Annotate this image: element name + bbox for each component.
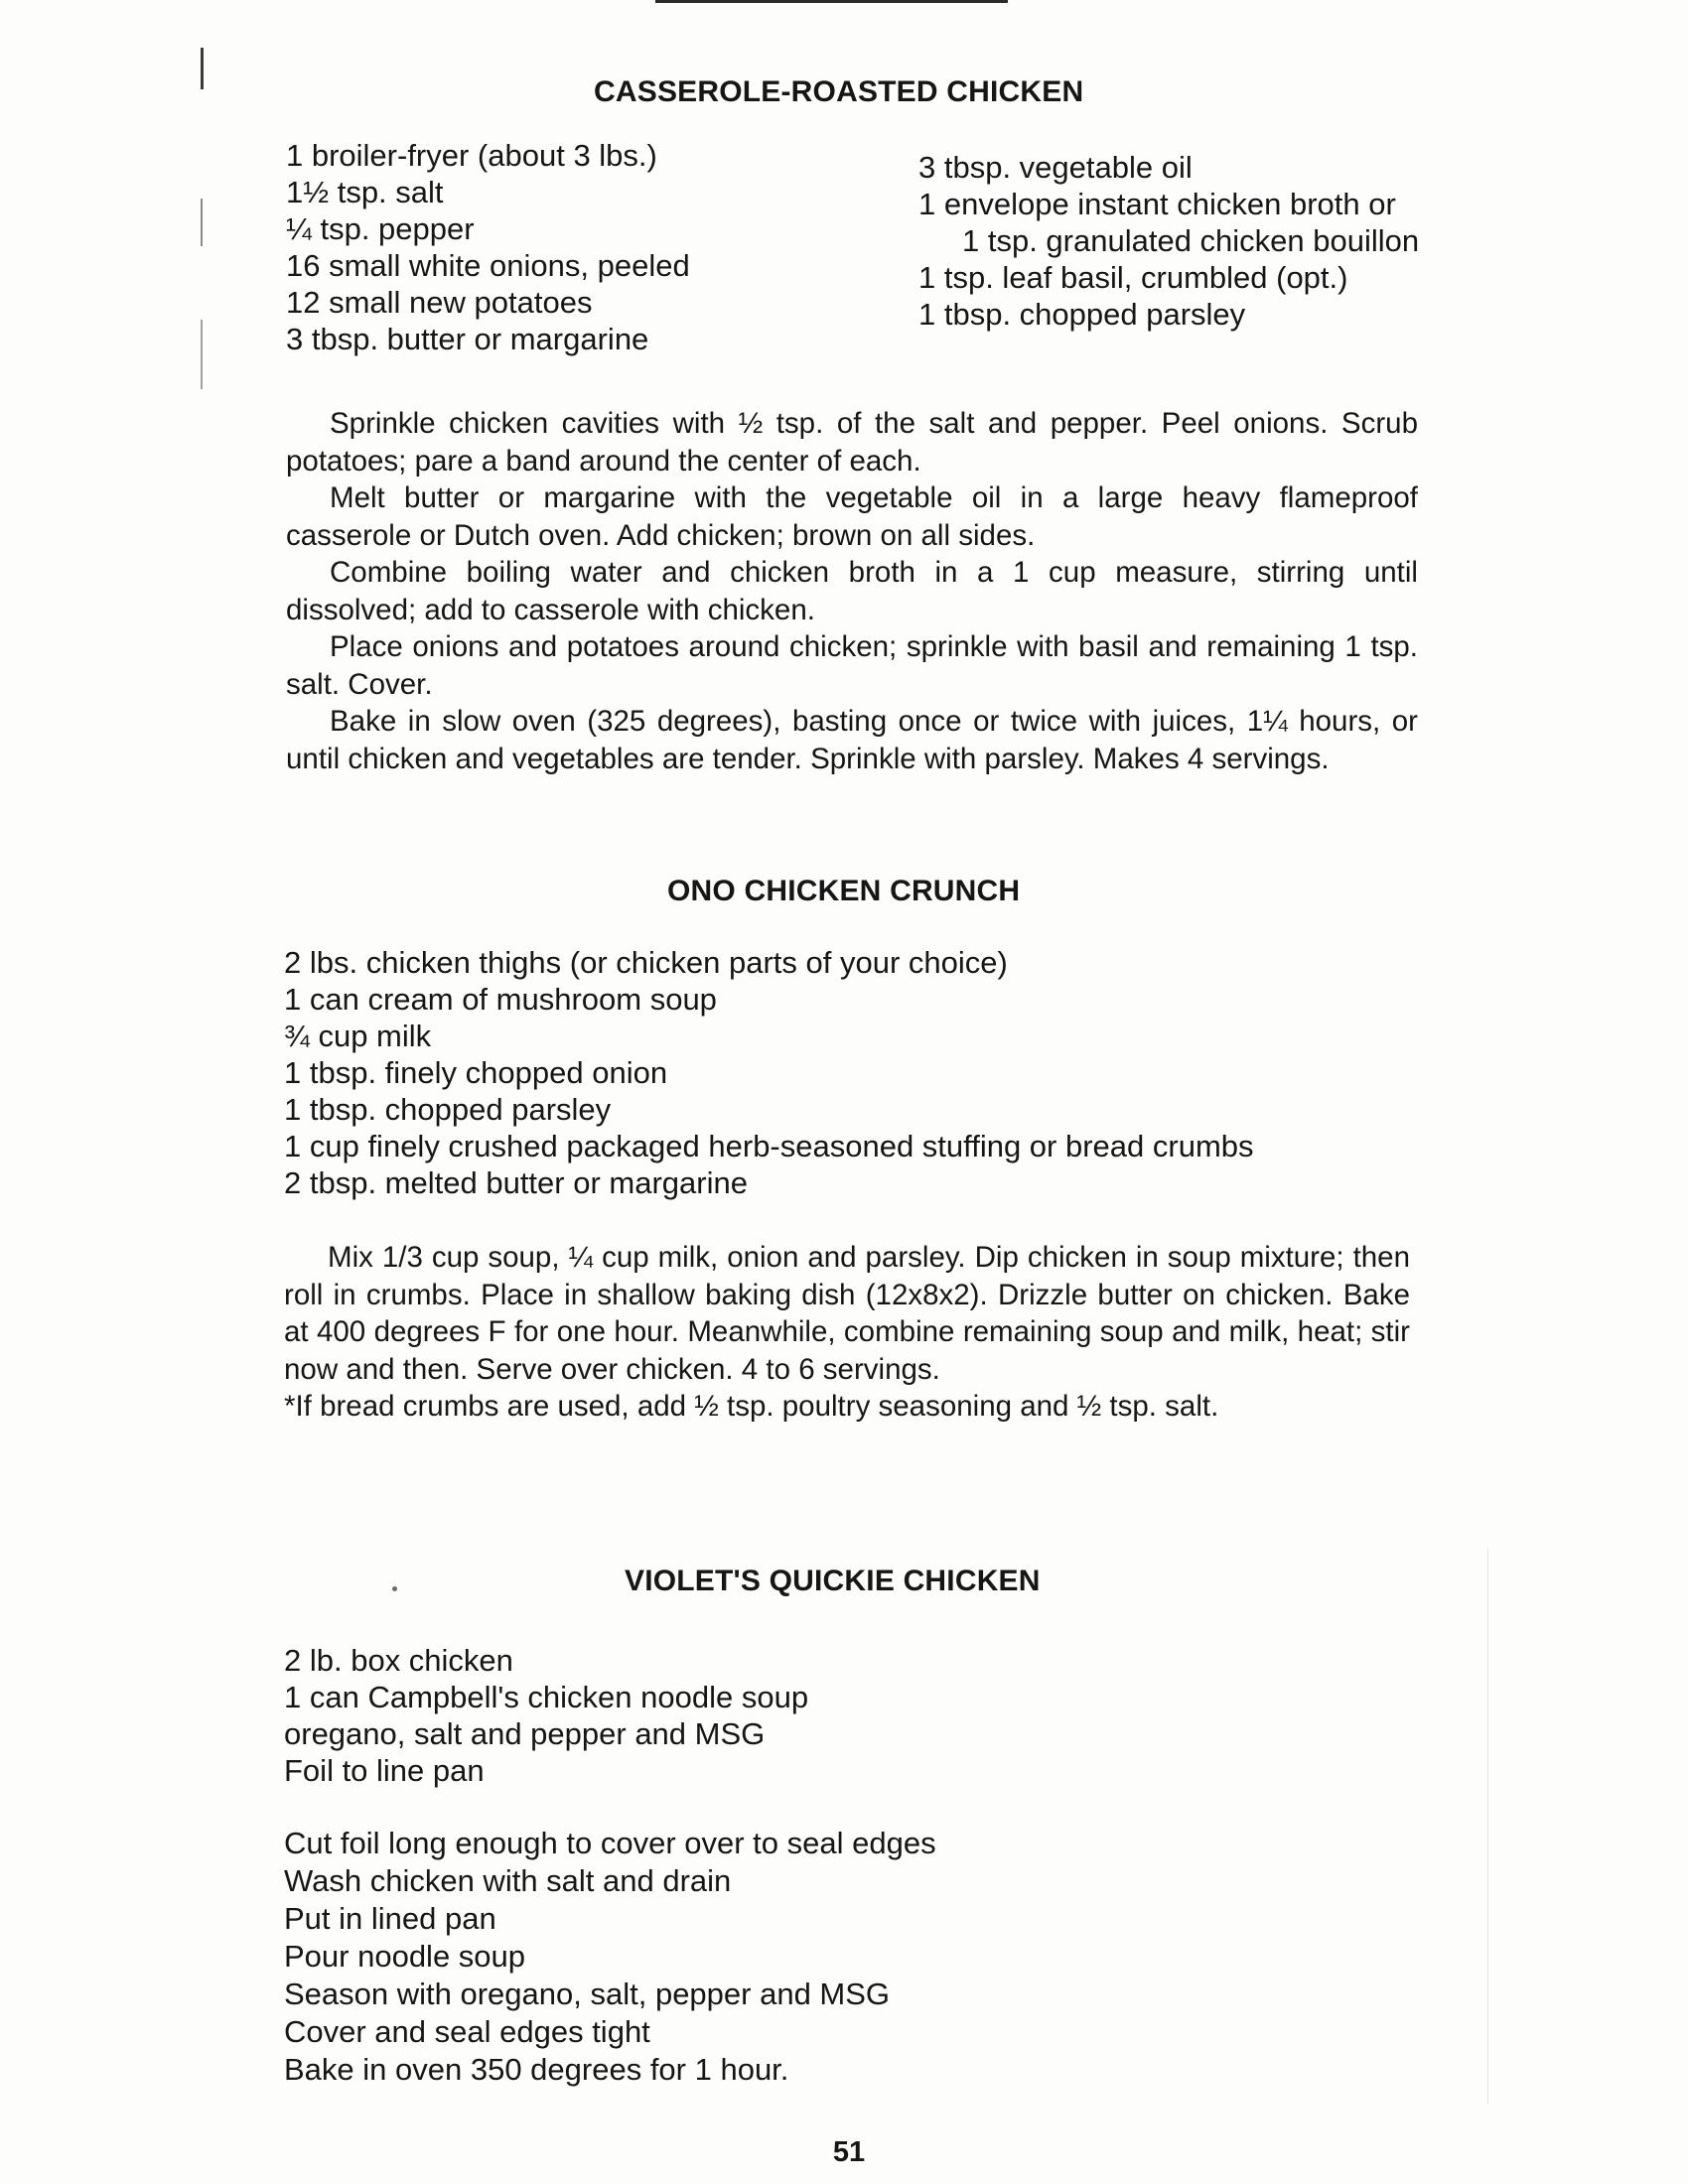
direction-paragraph: Melt butter or margarine with the vegetable oil in a large heavy flameproof casserole or Dutch oven. Add chicken; brown on all sides. xyxy=(286,481,1418,552)
step: Bake in oven 350 degrees for 1 hour. xyxy=(284,2052,789,2087)
margin-mark xyxy=(201,320,203,389)
top-rule xyxy=(655,0,1008,3)
direction-paragraph: Mix 1/3 cup soup, ¼ cup milk, onion and parsley. Dip chicken in soup mixture; then roll in crumbs. Place in shallow baking dish (12x8x2). Drizzle butter on chicken. Bake at 400 degrees F for one hour. Meanwhile, combine remaining soup and milk, heat; stir now and then. Serve over chicken. 4 to 6 servings. xyxy=(284,1241,1410,1386)
ingredient: 3 tbsp. butter or margarine xyxy=(286,322,649,356)
ingredient: 3 tbsp. vegetable oil xyxy=(918,150,1193,185)
directions xyxy=(284,1239,1410,1426)
step: Cover and seal edges tight xyxy=(284,2014,650,2049)
ingredient: 1½ tsp. salt xyxy=(286,175,444,209)
speck xyxy=(392,1586,397,1591)
ingredient-list xyxy=(284,1642,808,1789)
ingredient: 12 small new potatoes xyxy=(286,285,593,320)
ingredient: 1 broiler-fryer (about 3 lbs.) xyxy=(286,138,657,173)
ingredient: 1 tbsp. finely chopped onion xyxy=(284,1055,668,1090)
recipe-title: CASSEROLE-ROASTED CHICKEN xyxy=(594,75,1084,108)
direction-paragraph: Sprinkle chicken cavities with ½ tsp. of the salt and pepper. Peel onions. Scrub potatoes; pare a band around the center of each. xyxy=(286,407,1418,478)
ingredient-list-right xyxy=(918,149,1419,333)
ingredient: 1 can cream of mushroom soup xyxy=(284,982,717,1017)
ingredient: 1 cup finely crushed packaged herb-seasoned stuffing or bread crumbs xyxy=(284,1129,1254,1163)
page-number: 51 xyxy=(832,2136,866,2168)
ingredient: 16 small white onions, peeled xyxy=(286,248,690,283)
ingredient: 1 tbsp. chopped parsley xyxy=(918,297,1246,332)
ingredient: 2 lb. box chicken xyxy=(284,1643,513,1678)
step: Pour noodle soup xyxy=(284,1939,526,1974)
footnote: *If bread crumbs are used, add ½ tsp. poultry seasoning and ½ tsp. salt. xyxy=(284,1390,1219,1423)
margin-mark xyxy=(201,199,203,246)
ingredient: ¼ tsp. pepper xyxy=(286,211,475,246)
directions xyxy=(286,405,1418,777)
edge-line xyxy=(1487,1549,1488,2105)
step-list xyxy=(284,1825,936,2089)
ingredient: ¾ cup milk xyxy=(284,1019,432,1053)
step: Season with oregano, salt, pepper and MSG xyxy=(284,1977,891,2011)
ingredient: 2 tbsp. melted butter or margarine xyxy=(284,1165,748,1200)
direction-paragraph: Bake in slow oven (325 degrees), basting once or twice with juices, 1¼ hours, or until chicken and vegetables are tender. Sprinkle with parsley. Makes 4 servings. xyxy=(286,705,1418,775)
recipe-title: ONO CHICKEN CRUNCH xyxy=(667,875,1021,907)
step: Wash chicken with salt and drain xyxy=(284,1863,732,1898)
ingredient-list-left xyxy=(286,137,690,357)
ingredient: 1 can Campbell's chicken noodle soup xyxy=(284,1680,809,1714)
recipe-title: VIOLET'S QUICKIE CHICKEN xyxy=(625,1565,1041,1597)
ingredient: 1 tsp. leaf basil, crumbled (opt.) xyxy=(918,260,1348,295)
ingredient: 2 lbs. chicken thighs (or chicken parts of your choice) xyxy=(284,945,1008,980)
step: Cut foil long enough to cover over to seal edges xyxy=(284,1826,936,1860)
direction-paragraph: Combine boiling water and chicken broth in a 1 cup measure, stirring until dissolved; add to casserole with chicken. xyxy=(286,556,1418,626)
margin-mark xyxy=(201,48,204,89)
direction-paragraph: Place onions and potatoes around chicken; sprinkle with basil and remaining 1 tsp. salt. Cover. xyxy=(286,630,1418,701)
ingredient: Foil to line pan xyxy=(284,1753,485,1788)
ingredient-list xyxy=(284,944,1254,1201)
ingredient: oregano, salt and pepper and MSG xyxy=(284,1716,766,1751)
step: Put in lined pan xyxy=(284,1901,496,1936)
ingredient: 1 tsp. granulated chicken bouillon xyxy=(962,223,1420,258)
ingredient: 1 envelope instant chicken broth or xyxy=(918,187,1396,221)
ingredient: 1 tbsp. chopped parsley xyxy=(284,1092,612,1127)
